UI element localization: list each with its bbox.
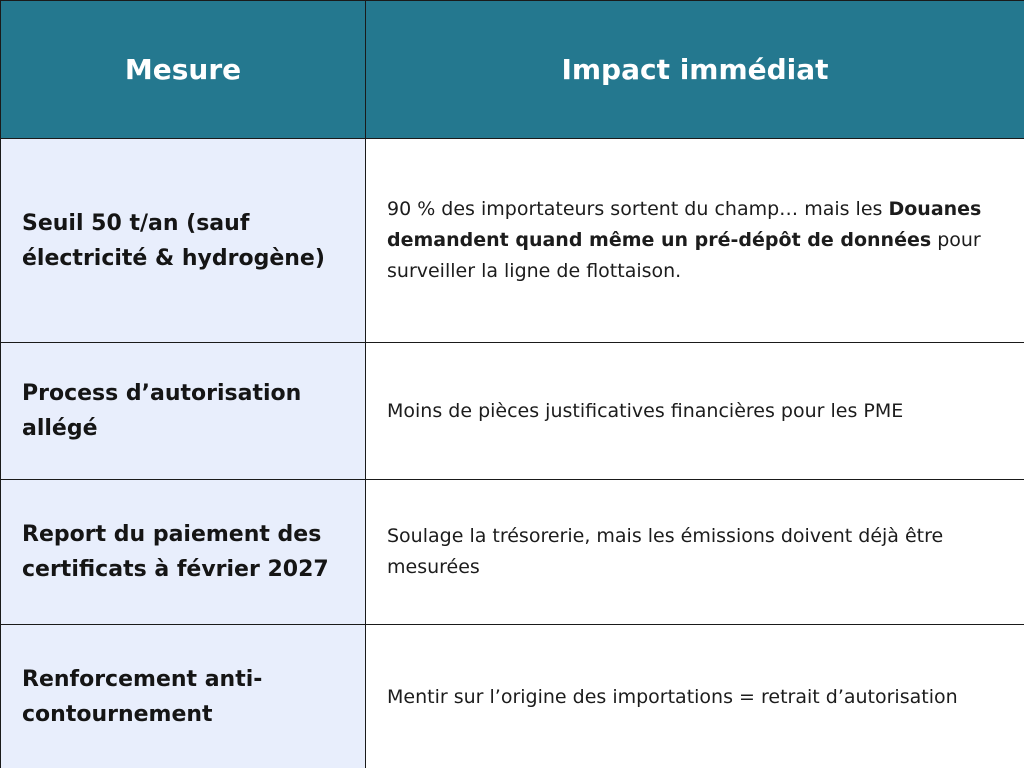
impact-cell: Moins de pièces justificatives financières pour les PME	[366, 343, 1024, 480]
impact-bold-text: Douanes demandent quand même un pré-dépôt de données	[387, 198, 982, 251]
header-impact: Impact immédiat	[366, 1, 1024, 139]
table-header	[1, 1, 1024, 139]
table-body	[1, 139, 1024, 768]
impact-text: pour surveiller la ligne de flottaison.	[387, 229, 981, 282]
table-row	[1, 480, 1024, 625]
impact-cell: Mentir sur l’origine des importations = retrait d’autorisation	[366, 625, 1024, 768]
table-row	[1, 139, 1024, 343]
header-measure: Mesure	[1, 1, 366, 139]
impact-text: 90 % des importateurs sortent du champ… mais les	[387, 198, 889, 220]
table-row	[1, 625, 1024, 768]
header-row	[1, 1, 1024, 139]
impact-cell: Soulage la trésorerie, mais les émissions doivent déjà être mesurées	[366, 480, 1024, 625]
measure-cell: Process d’autorisation allégé	[1, 343, 366, 480]
measure-cell: Seuil 50 t/an (sauf électricité & hydrogène)	[1, 139, 366, 343]
impact-cell	[366, 139, 1024, 343]
measure-cell: Report du paiement des certificats à février 2027	[1, 480, 366, 625]
table-row	[1, 343, 1024, 480]
measure-cell: Renforcement anti-contournement	[1, 625, 366, 768]
